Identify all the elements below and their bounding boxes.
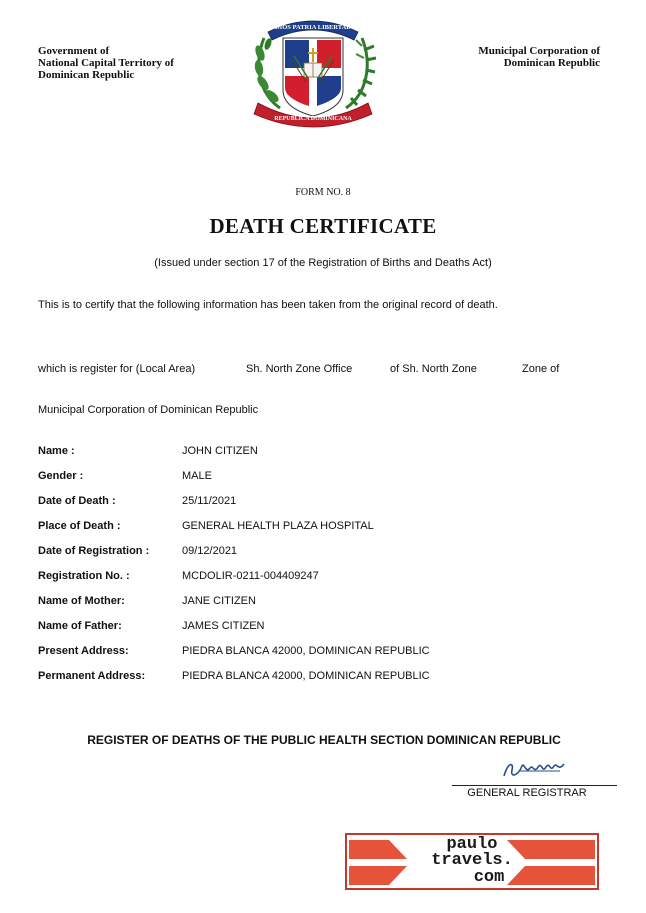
field-label: Date of Death : [38, 495, 116, 507]
palm-branch [346, 38, 376, 108]
field-row-gender [38, 470, 558, 495]
issued-note: (Issued under section 17 of the Registration of Births and Deaths Act) [154, 257, 492, 269]
field-value: 25/11/2021 [182, 495, 237, 507]
form-number: FORM NO. 8 [295, 187, 351, 198]
field-row-date-of-death [38, 495, 558, 520]
field-value: JANE CITIZEN [182, 595, 256, 607]
field-row-permanent-address [38, 670, 558, 695]
field-label: Gender : [38, 470, 84, 482]
signature-icon [500, 758, 570, 782]
field-label: Date of Registration : [38, 545, 150, 557]
field-value: JAMES CITIZEN [182, 620, 265, 632]
field-label: Place of Death : [38, 520, 121, 532]
certify-statement: This is to certify that the following information has been taken from the original record of death. [38, 299, 498, 311]
municipal-line: Municipal Corporation of Dominican Republic [38, 404, 259, 416]
field-value: MCDOLIR-0211-004409247 [182, 570, 319, 582]
watermark-line: com [473, 868, 505, 887]
local-area-zone: of Sh. North Zone [390, 363, 477, 375]
field-row-registration-no [38, 570, 558, 595]
field-row-place-of-death [38, 520, 558, 545]
signature-line [452, 785, 617, 786]
coat-of-arms-icon [250, 8, 376, 133]
watermark-stamp [345, 833, 599, 890]
watermark-line: paulo [446, 835, 498, 854]
field-row-mother [38, 595, 558, 620]
header-right-line: Municipal Corporation of [478, 45, 600, 57]
issuing-municipality [478, 45, 600, 69]
header-left-line: Dominican Republic [38, 69, 135, 81]
field-value: PIEDRA BLANCA 42000, DOMINICAN REPUBLIC [182, 645, 430, 657]
field-label: Name : [38, 445, 75, 457]
header-left-line: National Capital Territory of [38, 57, 174, 69]
issuing-government [38, 45, 174, 81]
field-label: Permanent Address: [38, 670, 146, 682]
header-right-line: Dominican Republic [503, 57, 600, 69]
local-area-office: Sh. North Zone Office [246, 363, 353, 375]
local-area-prefix: which is register for (Local Area) [38, 363, 196, 375]
deceased-details [38, 445, 558, 695]
header-left-line: Government of [38, 45, 110, 57]
local-area-zone-of: Zone of [522, 363, 560, 375]
field-value: GENERAL HEALTH PLAZA HOSPITAL [182, 520, 374, 532]
register-title: REGISTER OF DEATHS OF THE PUBLIC HEALTH SECTION DOMINICAN REPUBLIC [87, 733, 561, 747]
watermark-line: travels. [431, 851, 513, 870]
field-row-date-of-registration [38, 545, 558, 570]
field-value: MALE [182, 470, 212, 482]
field-value: PIEDRA BLANCA 42000, DOMINICAN REPUBLIC [182, 670, 430, 682]
field-value: JOHN CITIZEN [182, 445, 258, 457]
field-row-present-address [38, 645, 558, 670]
field-value: 09/12/2021 [182, 545, 238, 557]
emblem-motto: DIOS PATRIA LIBERTAD [275, 24, 351, 31]
field-label: Name of Mother: [38, 595, 125, 607]
field-label: Registration No. : [38, 570, 130, 582]
field-row-name [38, 445, 558, 470]
field-label: Name of Father: [38, 620, 122, 632]
field-label: Present Address: [38, 645, 129, 657]
laurel-branch [254, 37, 281, 108]
document-title: DEATH CERTIFICATE [209, 214, 437, 238]
registrar-title: GENERAL REGISTRAR [467, 787, 587, 799]
field-row-father [38, 620, 558, 645]
emblem-banner: REPUBLICA DOMINICANA [274, 116, 352, 122]
